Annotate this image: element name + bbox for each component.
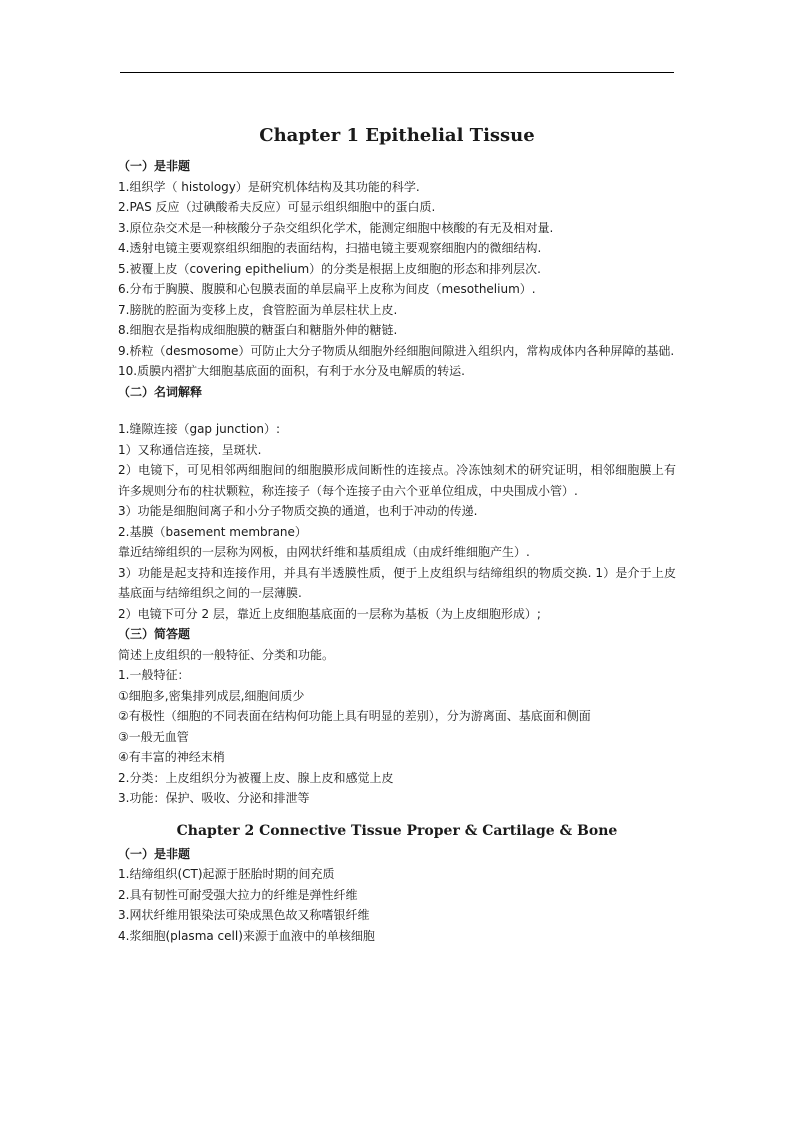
- list-item: 3）功能是起支持和连接作用，并具有半透膜性质，便于上皮组织与结缔组织的物质交换. 1）是介于上皮基底面与结缔组织之间的一层薄膜.: [118, 565, 676, 600]
- list-item: 2）电镜下，可见相邻两细胞间的细胞膜形成间断性的连接点。冷冻蚀刻术的研究证明，相邻细胞膜上有许多规则分布的柱状颗粒，称连接子（每个连接子由六个亚单位组成，中央围成小管）.: [118, 463, 676, 498]
- header-rule: [120, 72, 674, 73]
- list-item: 6.分布于胸膜、腹膜和心包膜表面的单层扁平上皮称为间皮（mesothelium）.: [118, 282, 536, 296]
- list-item: ②有极性（细胞的不同表面在结构何功能上具有明显的差别），分为游离面、基底面和侧面: [118, 709, 591, 723]
- list-item: 靠近结缔组织的一层称为网板，由网状纤维和基质组成（由成纤维细胞产生）.: [118, 545, 530, 559]
- list-item: 1.缝隙连接（gap junction）:: [118, 422, 281, 436]
- list-item: 7.膀胱的腔面为变移上皮，食管腔面为单层柱状上皮.: [118, 302, 398, 317]
- list-item: 2.具有韧性可耐受强大拉力的纤维是弹性纤维: [118, 887, 358, 902]
- list-item: ③一般无血管: [118, 729, 189, 744]
- list-item: 3）功能是细胞间离子和小分子物质交换的通道，也利于冲动的传递.: [118, 504, 478, 518]
- list-item: ④有丰富的神经末梢: [118, 750, 225, 764]
- list-item: 5.被覆上皮（covering epithelium）的分类是根据上皮细胞的形态和排列层次.: [118, 261, 541, 276]
- list-item: ①细胞多,密集排列成层,细胞间质少: [118, 688, 305, 703]
- list-item: 9.桥粒（desmosome）可防止大分子物质从细胞外经细胞间隙进入组织内，常构成体内各种屏障的基础.: [118, 343, 675, 358]
- blank-line: [118, 402, 676, 419]
- section-heading: （一）是非题: [118, 846, 191, 861]
- list-item: 3.原位杂交术是一种核酸分子杂交组织化学术，能测定细胞中核酸的有无及相对量.: [118, 220, 554, 235]
- list-item: 1）又称通信连接，呈斑状.: [118, 442, 262, 457]
- section-heading: （三）简答题: [118, 627, 191, 641]
- list-item: 10.质膜内褶扩大细胞基底面的面积，有利于水分及电解质的转运.: [118, 364, 465, 378]
- document-body: [118, 118, 676, 946]
- section-heading: （一）是非题: [118, 159, 191, 173]
- chapter-1-title: Chapter 1 Epithelial Tissue: [259, 125, 535, 146]
- list-item: 2.分类：上皮组织分为被覆上皮、腺上皮和感觉上皮: [118, 770, 394, 785]
- list-item: 4.透射电镜主要观察组织细胞的表面结构，扫描电镜主要观察细胞内的微细结构.: [118, 241, 542, 255]
- list-item: 2.PAS 反应（过碘酸希夫反应）可显示组织细胞中的蛋白质.: [118, 200, 436, 214]
- list-item: 3.网状纤维用银染法可染成黑色故又称嗜银纤维: [118, 908, 370, 922]
- list-item: 1.组织学（ histology）是研究机体结构及其功能的科学.: [118, 179, 420, 194]
- list-item: 8.细胞衣是指构成细胞膜的糖蛋白和糖脂外伸的糖链.: [118, 323, 398, 337]
- list-item: 2）电镜下可分 2 层，靠近上皮细胞基底面的一层称为基板（为上皮细胞形成）;: [118, 606, 541, 621]
- list-item: 4.浆细胞(plasma cell)来源于血液中的单核细胞: [118, 928, 375, 943]
- list-item: 1.一般特征：: [118, 668, 190, 682]
- list-item: 简述上皮组织的一般特征、分类和功能。: [118, 647, 335, 662]
- chapter-2-title: Chapter 2 Connective Tissue Proper & Cartilage & Bone: [176, 822, 618, 839]
- list-item: 3.功能：保护、吸收、分泌和排泄等: [118, 791, 310, 805]
- list-item: 2.基膜（basement membrane）: [118, 524, 307, 539]
- section-heading: （二）名词解释: [118, 384, 203, 399]
- list-item: 1.结缔组织(CT)起源于胚胎时期的间充质: [118, 867, 335, 881]
